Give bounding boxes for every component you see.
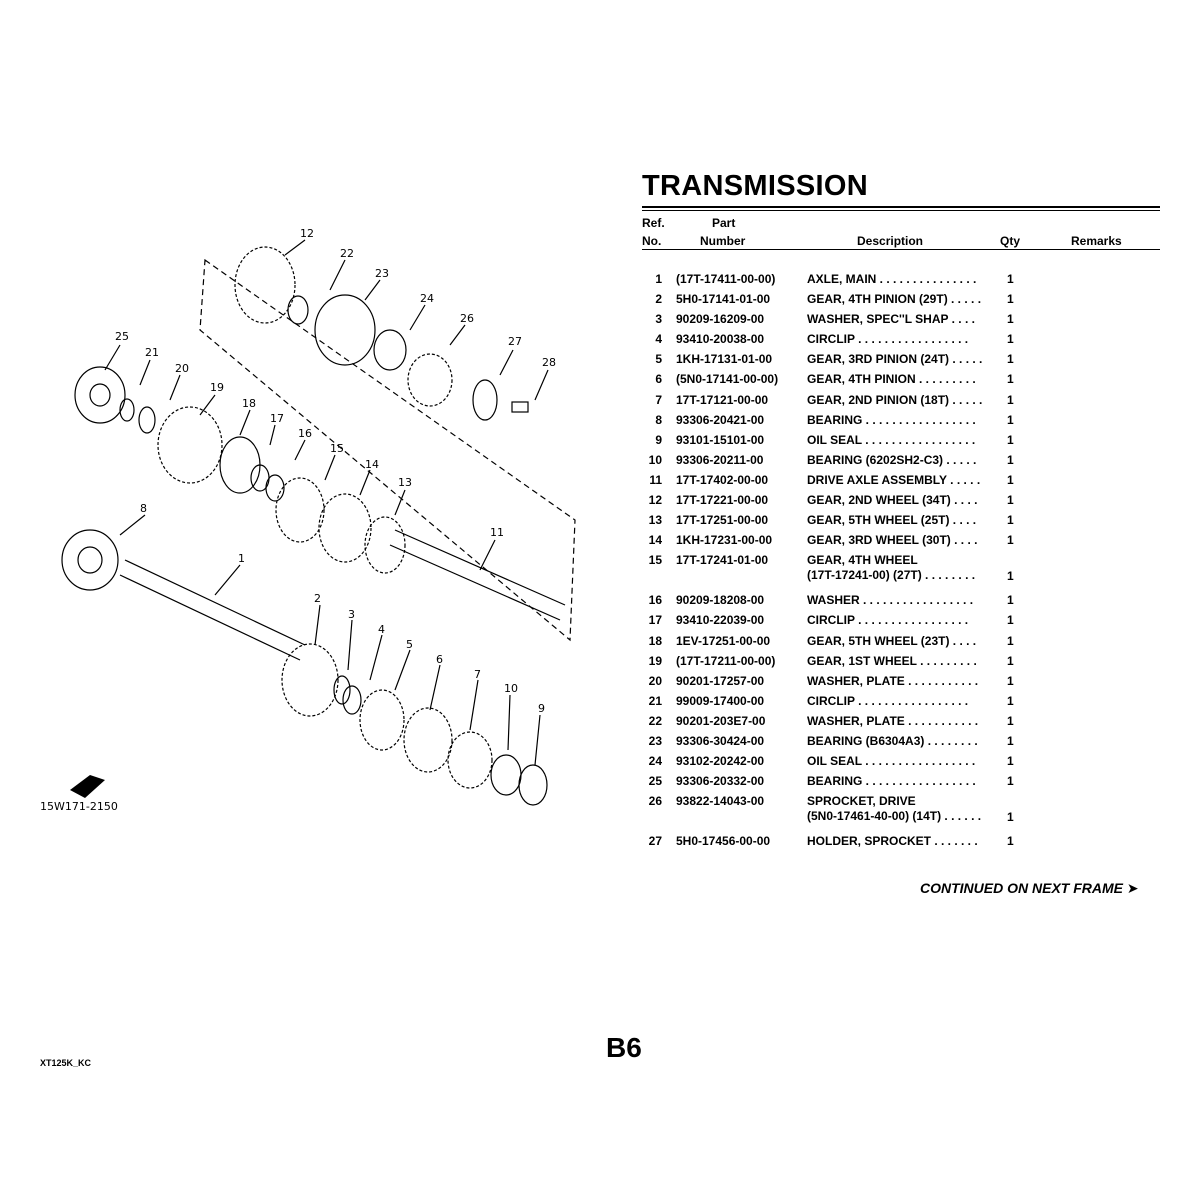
callout-4: 4: [378, 623, 385, 636]
header-rule: [642, 249, 1160, 250]
ref-cell: 7: [655, 392, 662, 407]
table-row: [642, 493, 1160, 513]
ref-cell: 1: [655, 272, 662, 286]
part-number-cell: (5N0-17141-00-00): [676, 372, 779, 387]
qty-cell: 1: [1007, 754, 1014, 769]
callout-10: 10: [504, 682, 518, 695]
description-cell: [807, 473, 980, 488]
table-row: [642, 513, 1160, 533]
qty-cell: 1: [1007, 372, 1014, 387]
part-number-cell: 1KH-17131-01-00: [676, 352, 773, 367]
gear-13: [365, 517, 405, 573]
callout-28: 28: [542, 356, 556, 369]
callout-9: 9: [538, 702, 545, 715]
bearing-10: [491, 755, 521, 795]
header-part-line1: Part: [712, 216, 736, 230]
description-cell: [807, 694, 968, 709]
table-row: [642, 393, 1160, 413]
table-row: [642, 372, 1160, 392]
description-cell: [807, 352, 982, 367]
table-row: [642, 774, 1160, 794]
table-row: [642, 593, 1160, 613]
part-number-cell: 17T-17221-00-00: [676, 493, 769, 508]
part-number-cell: (17T-17211-00-00): [676, 653, 776, 668]
table-row: [642, 533, 1160, 553]
callout-18: 18: [242, 397, 256, 410]
part-number-cell: 1EV-17251-00-00: [676, 633, 771, 648]
header-qty: Qty: [1000, 234, 1021, 248]
callout-14: 14: [365, 458, 379, 471]
description-line: BEARING (B6304A3) . . . . . . . .: [807, 733, 978, 748]
callout-1: 1: [238, 552, 245, 565]
gear-12: [235, 247, 295, 323]
table-row: [642, 553, 1160, 593]
qty-cell: 1: [1007, 272, 1014, 286]
ref-cell: 11: [649, 472, 662, 487]
part-number-cell: 93306-20332-00: [676, 774, 765, 789]
qty-cell: 1: [1007, 312, 1014, 327]
table-row: [642, 694, 1160, 714]
description-line: HOLDER, SPROCKET . . . . . . .: [807, 834, 978, 849]
part-number-cell: 90201-203E7-00: [676, 713, 766, 728]
part-number-cell: 93822-14043-00: [676, 794, 765, 809]
callout-6: 6: [436, 653, 443, 666]
front-direction-icon: [70, 775, 105, 798]
ref-cell: 6: [655, 372, 662, 387]
table-row: [642, 413, 1160, 433]
qty-cell: 1: [1007, 633, 1014, 648]
description-line: GEAR, 5TH WHEEL (25T) . . . .: [807, 513, 977, 528]
main-axle: [120, 560, 305, 660]
table-row: [642, 634, 1160, 654]
description-line: WASHER, PLATE . . . . . . . . . . .: [807, 673, 979, 688]
description-line: GEAR, 5TH WHEEL (23T) . . . .: [807, 633, 977, 648]
ref-cell: 2: [655, 292, 662, 307]
header-part-line2: Number: [700, 234, 746, 248]
part-number-cell: 5H0-17456-00-00: [676, 834, 771, 849]
callout-13: 13: [398, 476, 412, 489]
description-cell: [807, 834, 978, 849]
ref-cell: 12: [648, 493, 662, 508]
table-row: [642, 312, 1160, 332]
description-cell: [807, 553, 975, 582]
callout-26: 26: [460, 312, 474, 325]
title-rule-thin: [642, 210, 1160, 211]
description-line: OIL SEAL . . . . . . . . . . . . . . . . .: [807, 432, 976, 447]
part-number-cell: 93101-15101-00: [676, 432, 765, 447]
qty-cell: 1: [1007, 513, 1014, 528]
qty-cell: 1: [1007, 673, 1014, 688]
description-cell: [807, 593, 973, 608]
description-line: BEARING (6202SH2-C3) . . . . .: [807, 452, 977, 467]
oil-seal-9: [519, 765, 547, 805]
gear-5: [360, 690, 404, 750]
ref-cell: 15: [648, 553, 662, 568]
oil-seal-24: [374, 330, 406, 370]
ref-cell: 19: [648, 653, 662, 668]
description-cell: [807, 433, 975, 448]
header-ref-line1: Ref.: [642, 216, 665, 230]
description-cell: [807, 714, 978, 729]
description-cell: [807, 634, 976, 649]
ref-cell: 14: [648, 533, 662, 548]
ref-cell: 9: [655, 432, 662, 447]
qty-cell: 1: [1007, 653, 1014, 668]
bearing-23: [315, 295, 375, 365]
part-number-cell: 93306-20421-00: [676, 412, 765, 427]
callout-7: 7: [474, 668, 481, 681]
table-row: [642, 453, 1160, 473]
callout-25: 25: [115, 330, 129, 343]
table-row: [642, 352, 1160, 372]
ref-cell: 27: [648, 834, 662, 849]
part-number-cell: 93306-20211-00: [676, 452, 764, 467]
description-line: SPROCKET, DRIVE: [807, 794, 916, 809]
callout-15: 15: [330, 442, 344, 455]
part-number-cell: 17T-17121-00-00: [676, 392, 769, 407]
part-number-cell: 93410-22039-00: [676, 613, 765, 628]
callout-24: 24: [420, 292, 434, 305]
qty-cell: 1: [1007, 493, 1014, 508]
qty-cell: 1: [1007, 412, 1014, 427]
bolt-28: [512, 402, 528, 412]
qty-cell: 1: [1007, 834, 1014, 849]
continued-note: CONTINUED ON NEXT FRAME ➤: [920, 880, 1139, 896]
table-row: [642, 794, 1160, 834]
part-number-cell: 17T-17402-00-00: [676, 472, 769, 487]
callout-11: 11: [490, 526, 504, 539]
table-row: [642, 292, 1160, 312]
callout-16: 16: [298, 427, 312, 440]
title-rule: [642, 206, 1160, 208]
page-title: TRANSMISSION: [642, 170, 868, 202]
qty-cell: 1: [1007, 452, 1014, 467]
description-line: GEAR, 4TH WHEEL: [807, 553, 918, 568]
qty-cell: 1: [1007, 392, 1014, 407]
ref-cell: 8: [655, 412, 662, 427]
part-number-cell: 90201-17257-00: [676, 673, 765, 688]
description-cell: [807, 654, 977, 669]
description-cell: [807, 674, 978, 689]
ref-cell: 22: [648, 713, 662, 728]
qty-cell: 1: [1007, 713, 1014, 728]
description-cell: [807, 493, 977, 508]
page-number: B6: [606, 1032, 642, 1063]
part-number-cell: 90209-18208-00: [676, 593, 765, 608]
parts-table: [642, 272, 1160, 854]
part-number-cell: (17T-17411-00-00): [676, 272, 776, 286]
description-line: CIRCLIP . . . . . . . . . . . . . . . . .: [807, 332, 969, 347]
description-cell: [807, 533, 977, 548]
header-ref-line2: No.: [642, 234, 662, 248]
callout-8: 8: [140, 502, 147, 515]
table-row: [642, 714, 1160, 734]
gear-7: [448, 732, 492, 788]
description-line: OIL SEAL . . . . . . . . . . . . . . . . .: [807, 754, 976, 769]
ref-cell: 10: [648, 452, 662, 467]
qty-cell: 1: [1007, 292, 1014, 307]
ref-cell: 16: [648, 593, 662, 608]
callout-27: 27: [508, 335, 522, 348]
model-code: XT125K_KC: [40, 1058, 92, 1068]
ref-cell: 20: [648, 673, 662, 688]
description-cell: [807, 332, 968, 347]
gear-2: [282, 644, 338, 716]
circlip-4: [343, 686, 361, 714]
table-row: [642, 754, 1160, 774]
gear-15: [276, 478, 324, 542]
description-cell: [807, 312, 975, 327]
description-cell: [807, 272, 976, 287]
qty-cell: 1: [1007, 432, 1014, 447]
table-row: [642, 433, 1160, 453]
callout-17: 17: [270, 412, 284, 425]
ref-cell: 13: [648, 513, 662, 528]
description-cell: [807, 513, 976, 528]
qty-cell: 1: [1007, 733, 1014, 748]
ref-cell: 25: [648, 774, 662, 789]
bearing-25: [75, 367, 125, 423]
qty-cell: 1: [1007, 472, 1014, 487]
part-number-cell: 93410-20038-00: [676, 332, 765, 347]
ref-cell: 21: [648, 693, 662, 708]
qty-cell: 1: [1007, 693, 1014, 708]
drive-axle: [390, 530, 565, 620]
part-number-cell: 93306-30424-00: [676, 733, 765, 748]
header-description: Description: [857, 234, 924, 248]
description-line: GEAR, 3RD PINION (24T) . . . . .: [807, 352, 983, 367]
description-cell: [807, 774, 976, 789]
table-row: [642, 613, 1160, 633]
header-remarks: Remarks: [1071, 234, 1122, 248]
washer-22: [288, 296, 308, 324]
part-number-cell: 17T-17241-01-00: [676, 553, 769, 568]
part-number-cell: 90209-16209-00: [676, 312, 765, 327]
description-line: GEAR, 4TH PINION . . . . . . . . .: [807, 372, 976, 387]
description-cell: [807, 734, 978, 749]
callout-2: 2: [314, 592, 321, 605]
description-line: DRIVE AXLE ASSEMBLY . . . . .: [807, 472, 981, 487]
description-cell: [807, 393, 982, 408]
callout-19: 19: [210, 381, 224, 394]
description-line: BEARING . . . . . . . . . . . . . . . . .: [807, 412, 976, 427]
table-row: [642, 332, 1160, 352]
callout-3: 3: [348, 608, 355, 621]
qty-cell: 1: [1007, 533, 1014, 548]
description-cell: [807, 794, 981, 823]
table-row: [642, 834, 1160, 854]
ref-cell: 5: [655, 352, 662, 367]
table-row: [642, 654, 1160, 674]
description-line-2: (17T-17241-00) (27T) . . . . . . . .: [807, 567, 976, 582]
gear-19: [158, 407, 222, 483]
description-line: CIRCLIP . . . . . . . . . . . . . . . . .: [807, 693, 969, 708]
description-line: GEAR, 2ND WHEEL (34T) . . . .: [807, 493, 978, 508]
gear-14: [319, 494, 371, 562]
qty-cell: 1: [1007, 569, 1014, 584]
ref-cell: 24: [648, 754, 662, 769]
qty-cell: 1: [1007, 332, 1014, 347]
part-number-cell: 93102-20242-00: [676, 754, 765, 769]
description-line: WASHER, SPEC''L SHAP . . . .: [807, 312, 975, 327]
qty-cell: 1: [1007, 593, 1014, 608]
description-cell: [807, 613, 968, 628]
exploded-parts-diagram: [30, 220, 610, 820]
ref-cell: 18: [648, 633, 662, 648]
table-row: [642, 734, 1160, 754]
part-number-cell: 17T-17251-00-00: [676, 513, 769, 528]
description-line: GEAR, 4TH PINION (29T) . . . . .: [807, 292, 982, 307]
assembly-outline: [200, 260, 575, 640]
table-row: [642, 674, 1160, 694]
description-line: WASHER, PLATE . . . . . . . . . . .: [807, 713, 979, 728]
qty-cell: 1: [1007, 810, 1014, 825]
drawing-code: 15W171-2150: [40, 800, 118, 813]
ref-cell: 26: [648, 794, 662, 809]
bearing-8: [62, 530, 118, 590]
description-cell: [807, 413, 976, 428]
description-cell: [807, 372, 976, 387]
part-number-cell: 1KH-17231-00-00: [676, 533, 773, 548]
sprocket-26: [408, 354, 452, 406]
qty-cell: 1: [1007, 774, 1014, 789]
description-line: CIRCLIP . . . . . . . . . . . . . . . . .: [807, 613, 969, 628]
description-cell: [807, 292, 981, 307]
table-row: [642, 272, 1160, 292]
ref-cell: 3: [655, 312, 662, 327]
callout-23: 23: [375, 267, 389, 280]
callout-12: 12: [300, 227, 314, 240]
table-row: [642, 473, 1160, 493]
callout-21: 21: [145, 346, 159, 359]
description-line: WASHER . . . . . . . . . . . . . . . . .: [807, 593, 974, 608]
description-line-2: (5N0-17461-40-00) (14T) . . . . . .: [807, 808, 982, 823]
callout-22: 22: [340, 247, 354, 260]
ref-cell: 4: [655, 332, 662, 347]
callout-5: 5: [406, 638, 413, 651]
description-line: AXLE, MAIN . . . . . . . . . . . . . . .: [807, 272, 977, 286]
gear-6: [404, 708, 452, 772]
qty-cell: 1: [1007, 613, 1014, 628]
description-line: GEAR, 1ST WHEEL . . . . . . . . .: [807, 653, 977, 668]
callout-20: 20: [175, 362, 189, 375]
part-number-cell: 99009-17400-00: [676, 693, 765, 708]
description-line: BEARING . . . . . . . . . . . . . . . . .: [807, 774, 976, 789]
qty-cell: 1: [1007, 352, 1014, 367]
ref-cell: 23: [648, 733, 662, 748]
ref-cell: 17: [648, 613, 662, 628]
description-cell: [807, 453, 976, 468]
holder-27: [473, 380, 497, 420]
part-number-cell: 5H0-17141-01-00: [676, 292, 771, 307]
description-line: GEAR, 2ND PINION (18T) . . . . .: [807, 392, 983, 407]
description-cell: [807, 754, 975, 769]
gear-18: [220, 437, 260, 493]
description-line: GEAR, 3RD WHEEL (30T) . . . .: [807, 533, 978, 548]
